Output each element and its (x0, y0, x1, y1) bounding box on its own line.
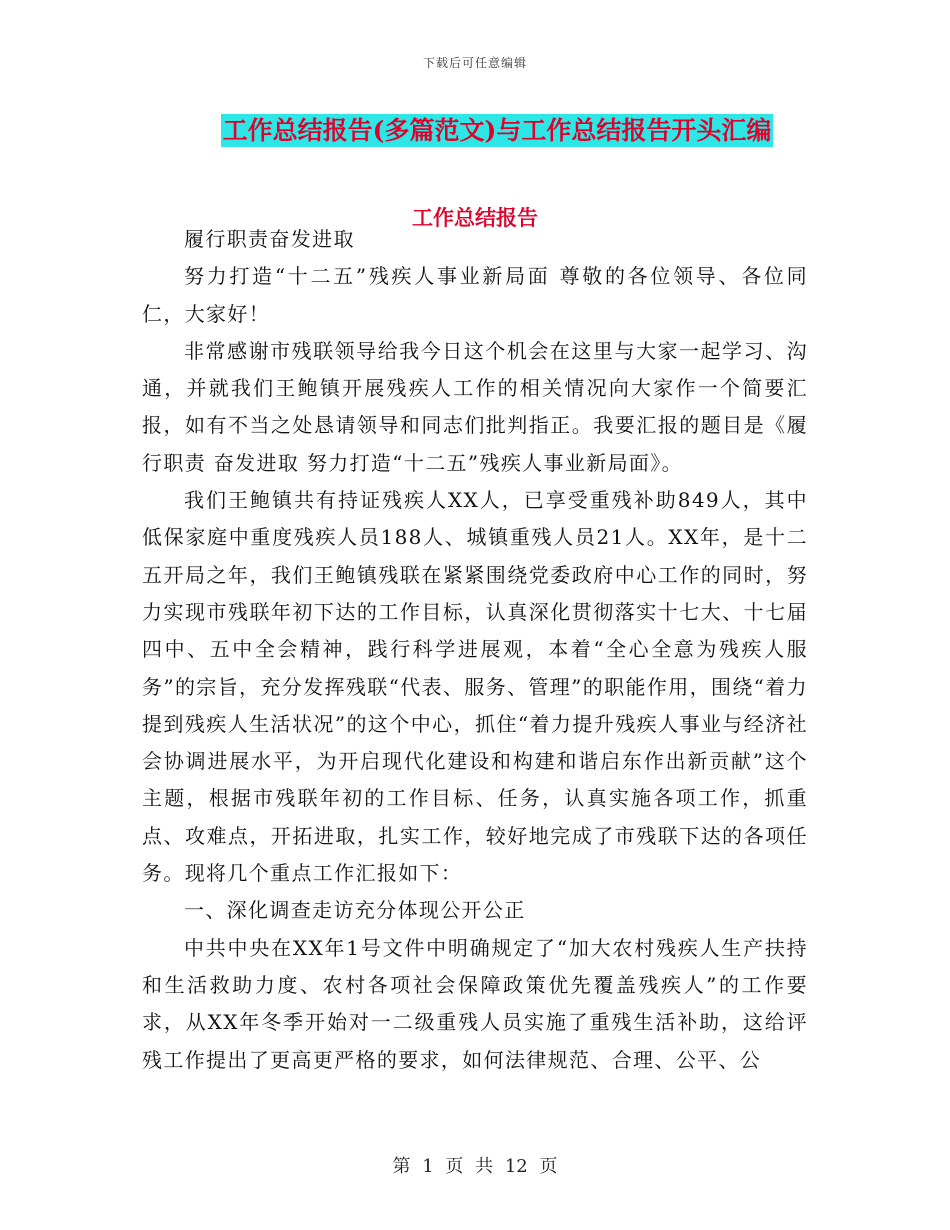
paragraph-overview: 我们王鲍镇共有持证残疾人XX人，已享受重残补助849人，其中低保家庭中重度残疾人员188人、城镇重残人员21人。XX年，是十二五开局之年，我们王鲍镇残联在紧紧围绕党委政府中心工作的同时，努力实现市残联年初下达的工作目标，认真深化贯彻落实十七大、十七届四中、五中全会精神，践行科学进展观，本着“全心全意为残疾人服务”的宗旨，充分发挥残联“代表、服务、管理”的职能作用，围绕“着力提到残疾人生活状况”的这个中心，抓住“着力提升残疾人事业与经济社会协调进展水平，为开启现代化建设和构建和谐启东作出新贡献”这个主题，根据市残联年初的工作目标、任务，认真实施各项工作，抓重点、攻难点，开拓进取，扎实工作，较好地完成了市残联下达的各项任务。现将几个重点工作汇报如下： (142, 488, 808, 886)
section-title: 工作总结报告 (412, 205, 538, 230)
paragraph-subtitle: 履行职责奋发进取 (184, 227, 355, 251)
paragraph-greeting: 努力打造“十二五”残疾人事业新局面 尊敬的各位领导、各位同仁，大家好！ (142, 264, 808, 326)
page-footer: 第 1 页 共 12 页 (392, 1156, 558, 1177)
paragraph-policy: 中共中央在XX年1号文件中明确规定了“加大农村残疾人生产扶持和生活救助力度、农村各项社会保障政策优先覆盖残疾人”的工作要求，从XX年冬季开始对一二级重残人员实施了重残生活补助，这给评残工作提出了更高更严格的要求，如何法律规范、合理、公平、公 (142, 935, 808, 1072)
paragraph-intro: 非常感谢市残联领导给我今日这个机会在这里与大家一起学习、沟通，并就我们王鲍镇开展残疾人工作的相关情况向大家作一个简要汇报，如有不当之处恳请领导和同志们批判指正。我要汇报的题目是《履行职责 奋发进取 努力打造“十二五”残疾人事业新局面》。 (142, 338, 808, 475)
document-title-wrap (0, 114, 950, 147)
document-title: 工作总结报告(多篇范文)与工作总结报告开头汇编 (222, 116, 772, 145)
header-note: 下载后可任意编辑 (422, 56, 527, 70)
body-text (142, 221, 808, 1079)
paragraph-heading-one: 一、深化调查走访充分体现公开公正 (184, 898, 526, 923)
